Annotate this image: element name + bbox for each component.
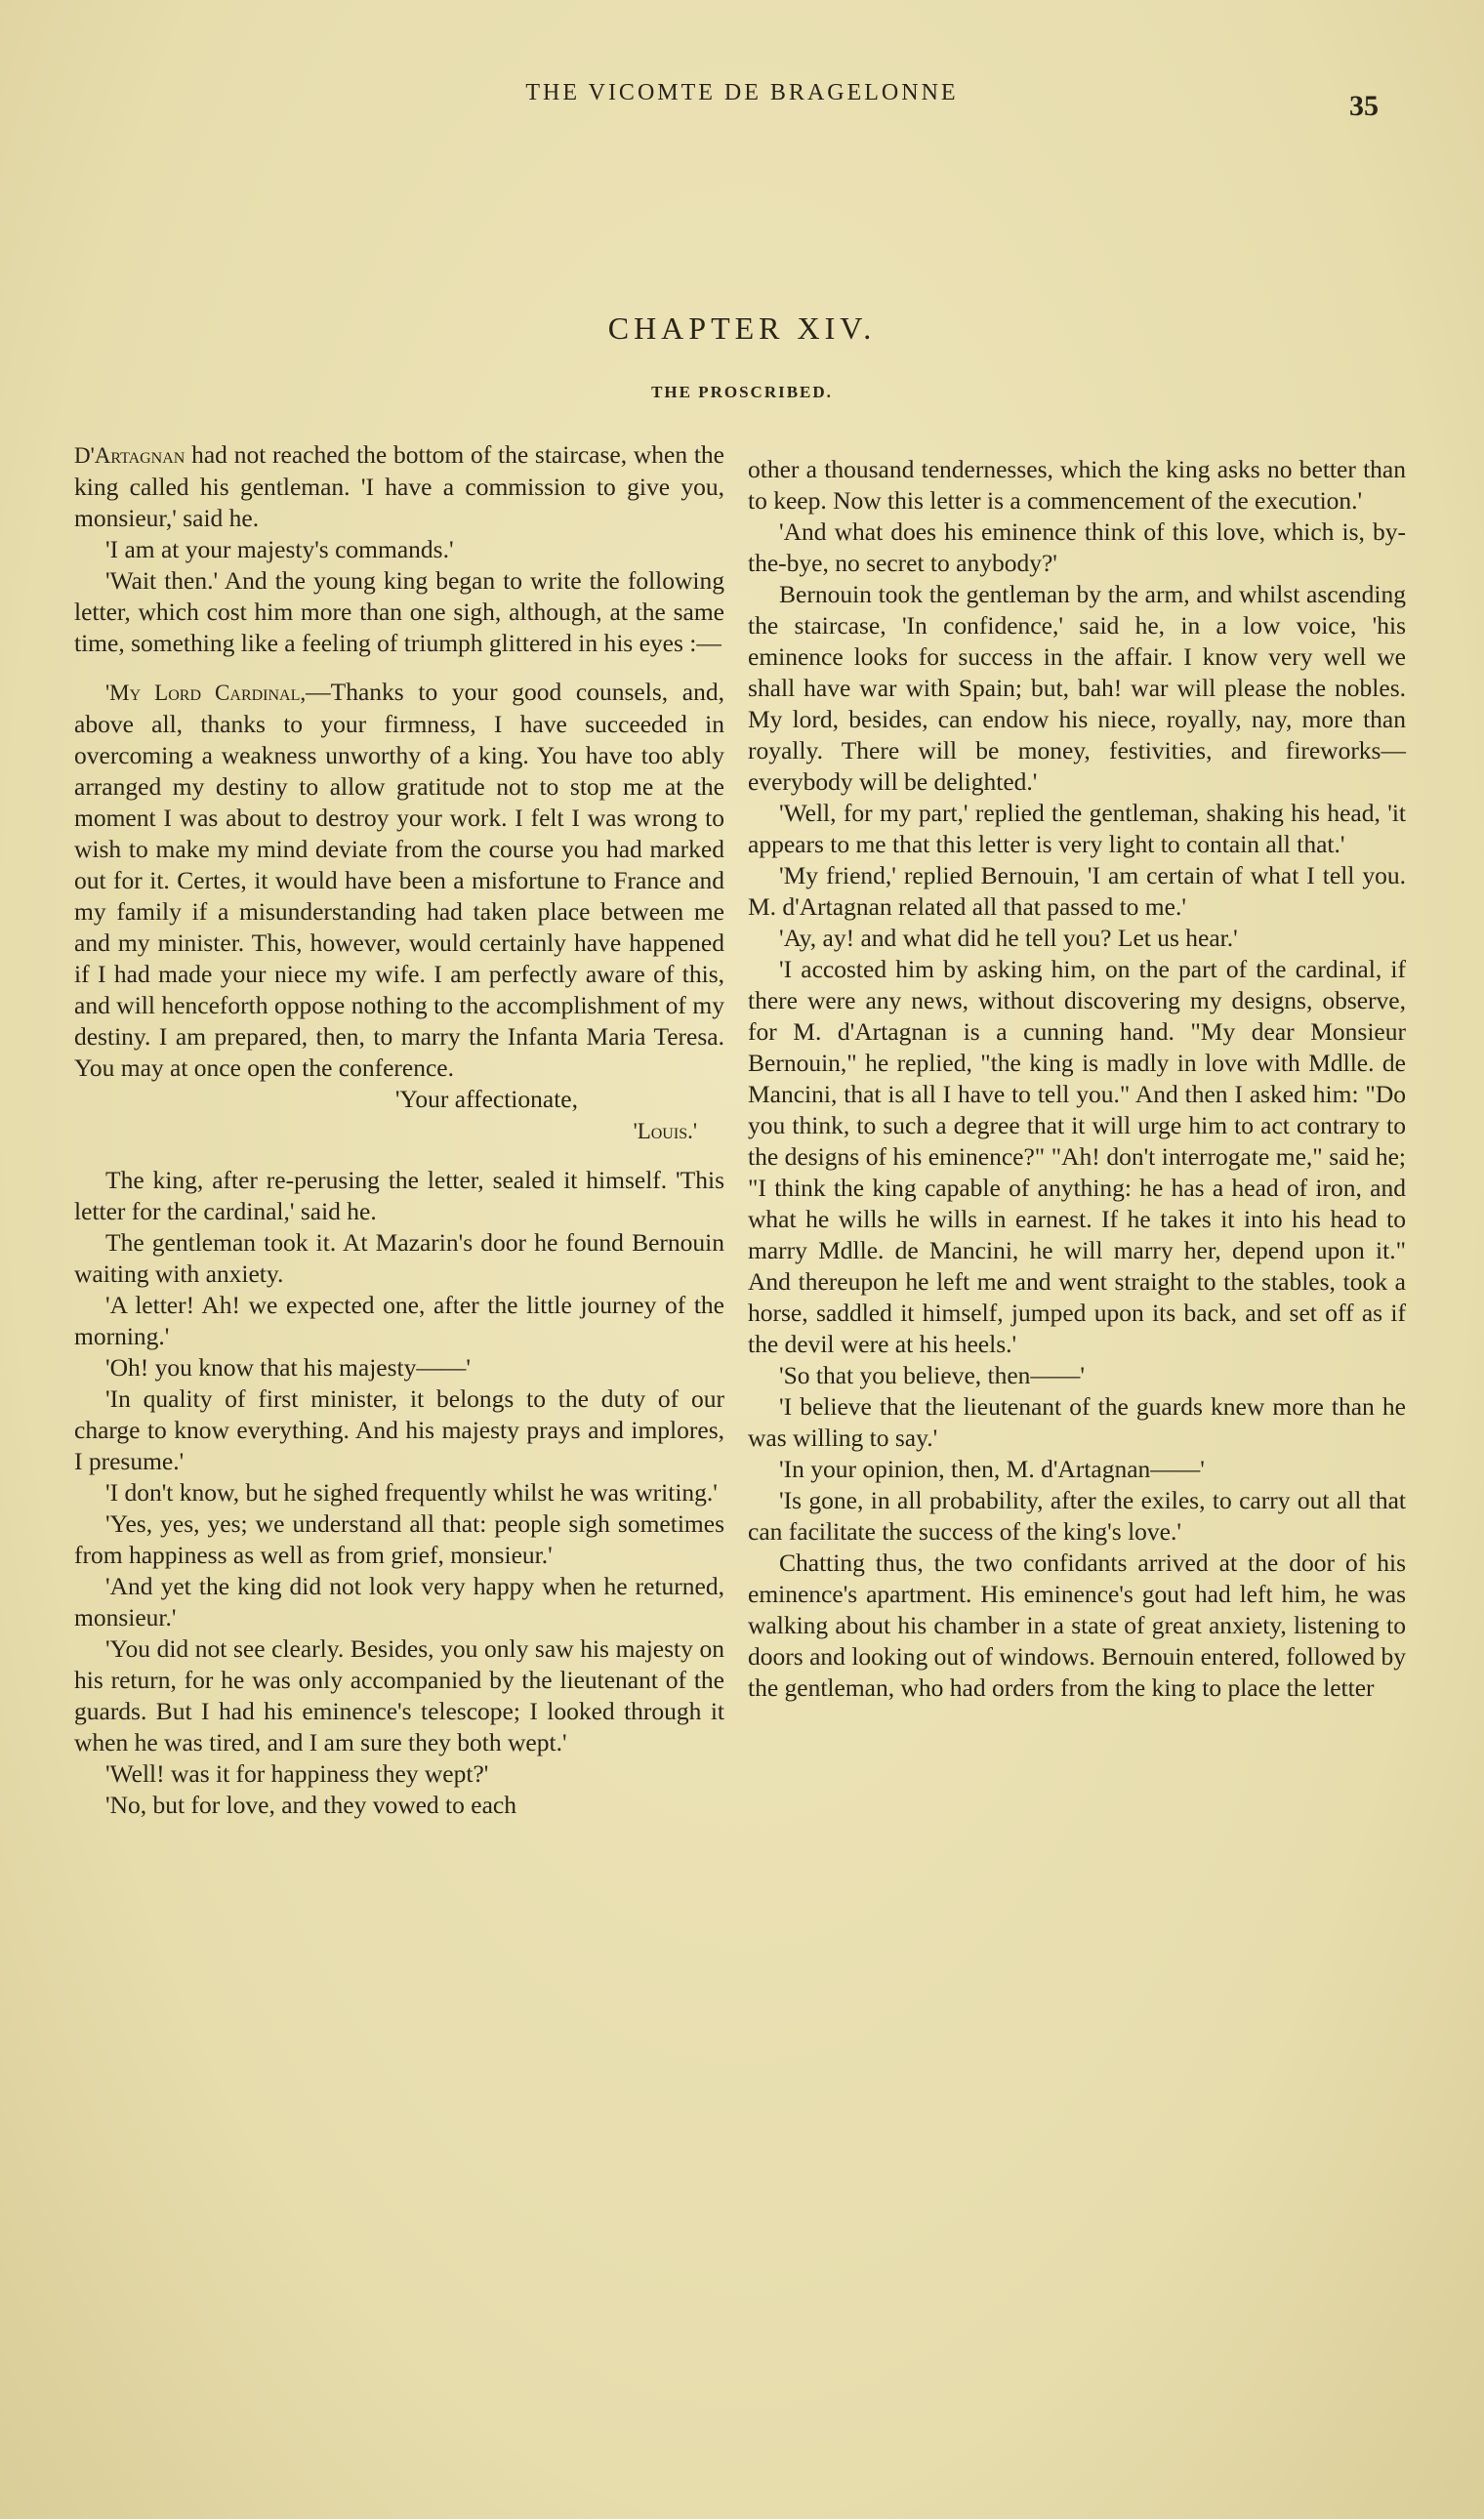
paragraph: other a thousand tendernesses, which the king asks no better than to keep. Now this letter is a commencement of the execution.': [748, 455, 1406, 515]
paragraph: 'Well! was it for happiness they wept?': [105, 1759, 489, 1788]
paragraph: D'Artagnan had not reached the bottom of the staircase, when the king called his gentleman. 'I have a commission to give you, monsieur,' said he.: [74, 440, 724, 532]
paragraph: 'Wait then.' And the young king began to write the following letter, which cost him more than one sigh, although, at the same time, something like a feeling of triumph glittered in his eyes :—: [74, 566, 724, 657]
letter-closing: 'Your affectionate,: [394, 1085, 578, 1113]
paragraph: Bernouin took the gentleman by the arm, and whilst ascending the staircase, 'In confidence,' said he, in a low voice, 'his eminence looks for success in the affair. I know very well we shall have war with Spain; but, bah! war will please the nobles. My lord, besides, can endow his niece, royally, nay, more than royally. There will be money, festivities, and fireworks—everybody will be delighted.': [748, 580, 1406, 796]
paragraph: 'My friend,' replied Bernouin, 'I am certain of what I tell you. M. d'Artagnan related all that passed to me.': [748, 861, 1406, 921]
paragraph: 'Well, for my part,' replied the gentleman, shaking his head, 'it appears to me that this letter is very light to contain all that.': [748, 799, 1406, 858]
paragraph: 'Oh! you know that his majesty——': [105, 1353, 471, 1382]
letter-signature: 'Louis.': [633, 1119, 697, 1143]
paragraph: 'I don't know, but he sighed frequently whilst he was writing.': [105, 1478, 718, 1507]
paragraph: 'You did not see clearly. Besides, you only saw his majesty on his return, for he was only accompanied by the lieutenant of the guards. But I had his eminence's telescope; I looked through it when he was tired, and I am sure they both wept.': [74, 1634, 724, 1756]
paragraph: 'No, but for love, and they vowed to each: [105, 1791, 516, 1819]
paragraph: 'Is gone, in all probability, after the exiles, to carry out all that can facilitate the success of the king's love.': [748, 1486, 1406, 1546]
paragraph: 'Ay, ay! and what did he tell you? Let us hear.': [779, 924, 1238, 952]
paragraph: 'So that you believe, then——': [779, 1361, 1086, 1389]
paragraph: 'A letter! Ah! we expected one, after the little journey of the morning.': [74, 1291, 724, 1350]
chapter-title: CHAPTER XIV.: [607, 310, 877, 346]
letter-body: 'My Lord Cardinal,—Thanks to your good counsels, and, above all, thanks to your firmness, I have succeeded in overcoming a weakness unworthy of a king. You have too ably arranged my destiny to allow gratitude not to stop me at the moment I was about to destroy your work. I felt I was wrong to wish to make my mind deviate from the course you had marked out for it. Certes, it would have been a misfortune to France and my family if a misunderstanding had taken place between me and my minister. This, however, would certainly have happened if I had made your niece my wife. I am perfectly aware of this, and will henceforth oppose nothing to the accomplishment of my destiny. I am prepared, then, to marry the Infanta Maria Teresa. You may at once open the conference.: [74, 678, 724, 1082]
paragraph: The king, after re-perusing the letter, sealed it himself. 'This letter for the cardinal,' said he.: [74, 1166, 724, 1225]
letter-salutation: 'My Lord Cardinal,: [105, 681, 307, 705]
paragraph: 'I am at your majesty's commands.': [105, 535, 454, 563]
paragraph: 'And what does his eminence think of this love, which is, by-the-bye, no secret to anybody?': [748, 517, 1406, 577]
left-column: [74, 439, 724, 1821]
paragraph: 'And yet the king did not look very happy when he returned, monsieur.': [74, 1572, 724, 1631]
right-column: [748, 454, 1406, 1704]
page-number: 35: [1349, 90, 1379, 122]
chapter-subtitle: THE PROSCRIBED.: [651, 383, 833, 401]
paragraph: 'In quality of first minister, it belongs to the duty of our charge to know everything. And his majesty prays and implores, I presume.': [74, 1384, 724, 1475]
running-head-title: THE VICOMTE DE BRAGELONNE: [525, 80, 959, 105]
opening-word: D'Artagnan: [74, 443, 186, 468]
paragraph: Chatting thus, the two confidants arrived at the door of his eminence's apartment. His eminence's gout had left him, he was walking about his chamber in a state of great anxiety, listening to doors and looking out of windows. Bernouin entered, followed by the gentleman, who had orders from the king to place the letter: [748, 1549, 1406, 1702]
paragraph: 'Yes, yes, yes; we understand all that: people sigh sometimes from happiness as well as from grief, monsieur.': [74, 1509, 724, 1569]
paragraph: The gentleman took it. At Mazarin's door he found Bernouin waiting with anxiety.: [74, 1228, 724, 1288]
paragraph: 'I believe that the lieutenant of the guards knew more than he was willing to say.': [748, 1392, 1406, 1452]
paragraph: 'I accosted him by asking him, on the part of the cardinal, if there were any news, without discovering my designs, observe, for M. d'Artagnan is a cunning hand. "My dear Monsieur Bernouin," he replied, "the king is madly in love with Mdlle. de Mancini, that is all I have to tell you." And then I asked him: "Do you think, to such a degree that it will urge him to act contrary to the designs of his eminence?" "Ah! don't interrogate me," said he; "I think the king capable of anything: he has a head of iron, and what he wills he wills in earnest. If he takes it into his head to marry Mdlle. de Mancini, he will marry her, depend upon it." And thereupon he left me and went straight to the stables, took a horse, saddled it himself, jumped upon its back, and set off as if the devil were at his heels.': [748, 955, 1406, 1358]
paragraph: 'In your opinion, then, M. d'Artagnan——': [779, 1455, 1205, 1483]
